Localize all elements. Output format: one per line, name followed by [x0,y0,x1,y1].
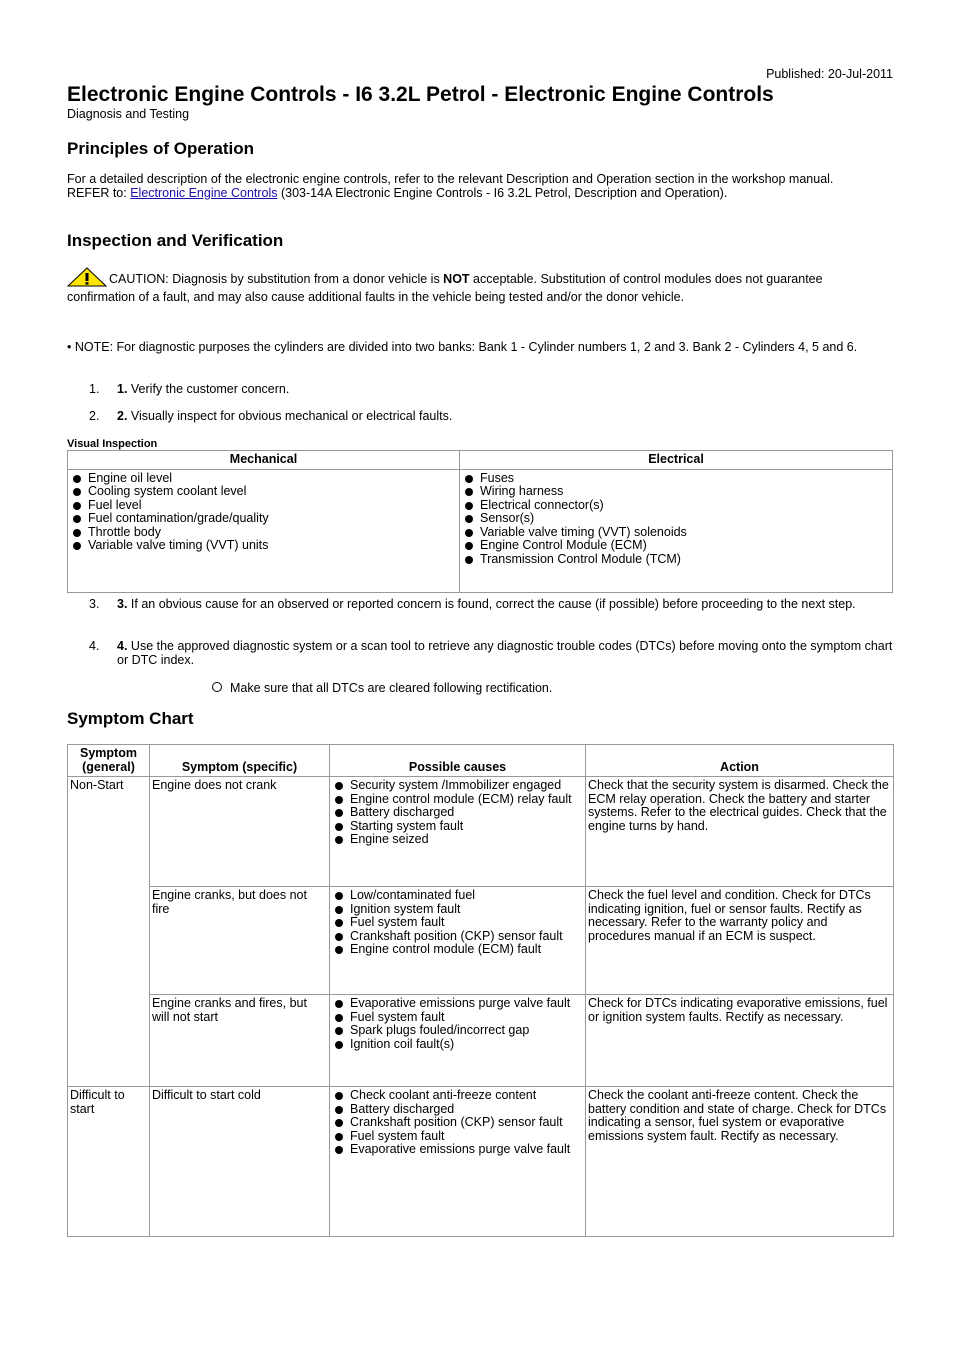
list-item: Engine oil level [70,472,457,486]
list-item: Starting system fault [332,820,583,834]
possible-causes-cell [330,777,586,887]
note-text: • NOTE: For diagnostic purposes the cylinders are divided into two banks: Bank 1 - Cylinder numbers 1, 2 and 3. Bank 2 - Cylinders 4, 5 and 6. [67,340,858,354]
causes-list [332,889,583,957]
electrical-cell [460,469,893,592]
list-item: Transmission Control Module (TCM) [462,553,890,567]
symptom-table-body [68,777,894,1237]
principles-text [67,172,893,200]
principles-line: For a detailed description of the electronic engine controls, refer to the relevant Description and Operation section in the workshop manual. [67,172,834,186]
header-symptom-general: Symptom (general) [68,745,150,777]
electrical-list [462,472,890,567]
symptom-general-cell: Difficult to start [68,1087,150,1237]
list-item: Fuel system fault [332,1130,583,1144]
causes-list [332,1089,583,1157]
visual-inspection-title: Visual Inspection [67,438,158,450]
list-item: Fuel level [70,499,457,513]
step-body: Use the approved diagnostic system or a scan tool to retrieve any diagnostic trouble codes (DTCs) before moving onto the symptom chart or DTC index. [117,639,893,667]
list-item: Fuses [462,472,890,486]
col-mechanical: Mechanical [68,451,460,470]
causes-list [332,779,583,847]
table-row [68,777,894,887]
list-item: Wiring harness [462,485,890,499]
list-item: Evaporative emissions purge valve fault [332,1143,583,1157]
list-item: Fuel system fault [332,1011,583,1025]
list-item: Security system /Immobilizer engaged [332,779,583,793]
step-text [117,409,893,423]
mechanical-cell [68,469,460,592]
step-number: 3. [89,597,100,611]
principles-heading: Principles of Operation [67,139,255,158]
action-cell: Check that the security system is disarmed. Check the ECM relay operation. Check the battery and starter systems. Refer to the electrical guides. Check that the engine turns by hand. [586,777,894,887]
step-body: Visually inspect for obvious mechanical or electrical faults. [127,409,453,423]
list-item: Sensor(s) [462,512,890,526]
published-date: Published: 20-Jul-2011 [766,67,893,81]
list-item: Battery discharged [332,806,583,820]
visual-inspection-table [67,450,893,593]
step-bold: 1. [117,382,128,396]
page-subtitle: Diagnosis and Testing [67,107,190,121]
inspection-heading: Inspection and Verification [67,231,284,250]
list-item: Throttle body [70,526,457,540]
possible-causes-cell [330,1087,586,1237]
symptom-specific-cell: Difficult to start cold [150,1087,330,1237]
action-cell: Check the coolant anti-freeze content. Check the battery condition and state of charge. Check for DTCs indicating a sensor, fuel system or evaporative emissions system fault. Rectify as necessary. [586,1087,894,1237]
sub-item [212,681,552,695]
list-item: Battery discharged [332,1103,583,1117]
list-item: Evaporative emissions purge valve fault [332,997,583,1011]
caution-pre: CAUTION: Diagnosis by substitution from a donor vehicle is [109,272,444,286]
step-text [117,382,893,396]
symptom-chart-heading: Symptom Chart [67,709,194,728]
step-number: 2. [89,409,100,423]
causes-list [332,997,583,1051]
list-item: Engine control module (ECM) fault [332,943,583,957]
col-electrical: Electrical [460,451,893,470]
list-item: Check coolant anti-freeze content [332,1089,583,1103]
step-bold: 2. [117,409,128,423]
list-item: Ignition system fault [332,903,583,917]
possible-causes-cell [330,887,586,995]
list-item: Spark plugs fouled/incorrect gap [332,1024,583,1038]
circle-bullet-icon [212,682,222,692]
symptom-specific-cell: Engine does not crank [150,777,330,887]
step-number: 1. [89,382,100,396]
table-row [68,1087,894,1237]
list-item: Low/contaminated fuel [332,889,583,903]
list-item: Fuel contamination/grade/quality [70,512,457,526]
list-item: Variable valve timing (VVT) units [70,539,457,553]
list-item: Cooling system coolant level [70,485,457,499]
step-number: 4. [89,639,100,653]
list-item: Fuel system fault [332,916,583,930]
list-item: Crankshaft position (CKP) sensor fault [332,1116,583,1130]
possible-causes-cell [330,995,586,1087]
list-item: Engine seized [332,833,583,847]
symptom-specific-cell: Engine cranks, but does not fire [150,887,330,995]
mechanical-list [70,472,457,553]
caution-bold: NOT [443,272,470,286]
list-item: Electrical connector(s) [462,499,890,513]
header-symptom-specific: Symptom (specific) [150,745,330,777]
list-item: Engine control module (ECM) relay fault [332,793,583,807]
table-row [68,887,894,995]
table-row [68,995,894,1087]
list-item: Crankshaft position (CKP) sensor fault [332,930,583,944]
refer-prefix: REFER to: [67,186,131,200]
step-body: Verify the customer concern. [127,382,290,396]
caution-post: acceptable. Substitution of control modules does not guarantee confirmation of a fault, and may also cause additional faults in the vehicle being tested and/or the donor vehicle. [67,272,823,304]
step-bold: 4. [117,639,128,653]
sub-item-text: Make sure that all DTCs are cleared following rectification. [230,681,553,695]
symptom-specific-cell: Engine cranks and fires, but will not start [150,995,330,1087]
step-text [117,597,893,611]
header-possible-causes: Possible causes [330,745,586,777]
refer-link[interactable]: Electronic Engine Controls [130,186,278,200]
action-cell: Check the fuel level and condition. Check for DTCs indicating ignition, fuel or sensor faults. Rectify as necessary. Refer to the warranty policy and procedures manual if an ECM is suspect. [586,887,894,995]
header-action: Action [586,745,894,777]
list-item: Ignition coil fault(s) [332,1038,583,1052]
caution-text [67,267,893,304]
step-bold: 3. [117,597,128,611]
warning-icon [67,267,107,290]
step-body: If an obvious cause for an observed or reported concern is found, correct the cause (if possible) before proceeding to the next step. [127,597,856,611]
step-text [117,639,893,667]
list-item: Variable valve timing (VVT) solenoids [462,526,890,540]
page-title: Electronic Engine Controls - I6 3.2L Petrol - Electronic Engine Controls [67,83,774,106]
list-item: Engine Control Module (ECM) [462,539,890,553]
refer-suffix: (303-14A Electronic Engine Controls - I6 3.2L Petrol, Description and Operation). [277,186,728,200]
action-cell: Check for DTCs indicating evaporative emissions, fuel or ignition system faults. Rectify as necessary. [586,995,894,1087]
symptom-chart-table [67,744,894,1237]
symptom-general-cell: Non-Start [68,777,150,1087]
